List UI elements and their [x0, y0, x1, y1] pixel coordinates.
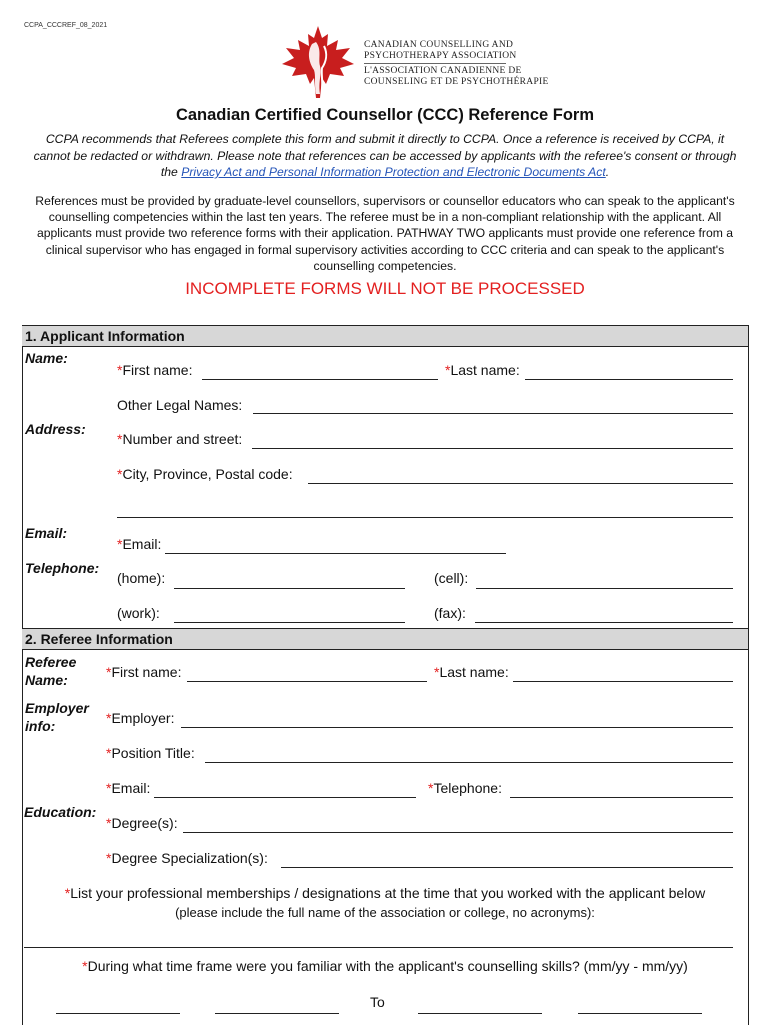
- timeframe-start-year-field[interactable]: [215, 1013, 339, 1014]
- intro-end: .: [605, 165, 610, 179]
- employer-info-label: Employer info:: [25, 700, 89, 734]
- required-marker: *: [106, 850, 112, 866]
- required-marker: *: [106, 745, 112, 761]
- memberships-prompt: *List your professional memberships / designations at the time that you worked with the applicant below: [64, 885, 706, 901]
- employer-field[interactable]: [181, 727, 733, 728]
- referee-first-name-field[interactable]: [187, 681, 427, 682]
- required-marker: *: [428, 780, 434, 796]
- required-marker: *: [106, 664, 112, 680]
- other-legal-names-field[interactable]: [253, 413, 733, 414]
- city-label: *City, Province, Postal code:: [117, 466, 293, 482]
- cell-phone-label: (cell):: [434, 570, 469, 586]
- section-applicant-heading: 1. Applicant Information: [22, 325, 748, 347]
- home-phone-field[interactable]: [174, 588, 405, 589]
- logo-line: PSYCHOTHERAPY ASSOCIATION: [364, 51, 517, 61]
- referee-email-field[interactable]: [154, 797, 416, 798]
- specialization-field[interactable]: [281, 867, 733, 868]
- required-marker: *: [117, 536, 123, 552]
- logo-line: CANADIAN COUNSELLING AND: [364, 40, 514, 50]
- home-phone-label: (home):: [117, 570, 166, 586]
- name-label: Name:: [25, 350, 68, 366]
- fax-field[interactable]: [475, 622, 733, 623]
- intro-paragraph: [30, 131, 740, 181]
- required-marker: *: [106, 780, 112, 796]
- referee-email-label: *Email:: [106, 780, 151, 796]
- memberships-note: (please include the full name of the association or college, no acronyms):: [175, 905, 595, 920]
- referee-last-name-field[interactable]: [513, 681, 733, 682]
- street-label: *Number and street:: [117, 431, 243, 447]
- maple-leaf-logo-icon: [276, 24, 360, 100]
- employer-label: *Employer:: [106, 710, 175, 726]
- logo-divider: [364, 63, 506, 64]
- incomplete-warning: INCOMPLETE FORMS WILL NOT BE PROCESSED: [185, 279, 585, 298]
- referee-first-name-label: *First name:: [106, 664, 182, 680]
- applicant-last-name-label: *Last name:: [445, 362, 520, 378]
- requirements-paragraph: References must be provided by graduate-level counsellors, supervisors or counsellor educators who can speak to the applicant's counselling competencies within the last ten years. The referee must be in a non-compliant relationship with the applicant. All applicants must provide two reference forms with their application. PATHWAY TWO applicants must provide one reference from a clinical supervisor who has engaged in formal supervisory activities according to CCC criteria and can speak to the applicant's counselling competencies.: [35, 194, 735, 273]
- logo-line: COUNSELING ET DE PSYCHOTHÉRAPIE: [364, 77, 549, 87]
- required-marker: *: [117, 362, 123, 378]
- city-field[interactable]: [308, 483, 733, 484]
- referee-last-name-label: *Last name:: [434, 664, 509, 680]
- education-label: Education:: [24, 804, 97, 820]
- intro-text: CCPA recommends that Referees complete this form and submit it directly to CCPA. Once a reference is received by CCPA, it cannot be redacted or withdrawn. Please note that references can be accessed by applicants with the referee's consent or through the: [33, 132, 737, 179]
- section-referee-heading: 2. Referee Information: [22, 628, 748, 650]
- required-marker: *: [82, 958, 88, 974]
- form-code: CCPA_CCCREF_08_2021: [24, 22, 108, 29]
- timeframe-end-month-field[interactable]: [418, 1013, 542, 1014]
- referee-telephone-label: *Telephone:: [428, 780, 502, 796]
- required-marker: *: [445, 362, 451, 378]
- required-marker: *: [117, 466, 123, 482]
- position-title-field[interactable]: [205, 762, 733, 763]
- other-legal-names-label: Other Legal Names:: [117, 397, 243, 413]
- applicant-email-label: *Email:: [117, 536, 162, 552]
- required-marker: *: [106, 815, 112, 831]
- required-marker: *: [64, 885, 71, 901]
- position-title-label: *Position Title:: [106, 745, 195, 761]
- logo-line: L'ASSOCIATION CANADIENNE DE: [364, 66, 522, 76]
- timeframe-start-month-field[interactable]: [56, 1013, 180, 1014]
- applicant-first-name-label: *First name:: [117, 362, 193, 378]
- timeframe-prompt: *During what time frame were you familiar with the applicant's counselling skills? (mm/yy - mm/yy): [82, 958, 688, 974]
- referee-label: Referee Name:: [25, 654, 77, 688]
- cell-phone-field[interactable]: [476, 588, 733, 589]
- required-marker: *: [434, 664, 440, 680]
- address-label: Address:: [25, 421, 86, 437]
- fax-label: (fax):: [434, 605, 466, 621]
- memberships-field[interactable]: [24, 947, 733, 948]
- required-marker: *: [117, 431, 123, 447]
- timeframe-end-year-field[interactable]: [578, 1013, 702, 1014]
- specialization-label: *Degree Specialization(s):: [106, 850, 268, 866]
- referee-telephone-field[interactable]: [510, 797, 733, 798]
- to-label: To: [370, 994, 385, 1010]
- degrees-field[interactable]: [183, 832, 733, 833]
- page-title: Canadian Certified Counsellor (CCC) Reference Form: [175, 106, 595, 124]
- street-field[interactable]: [252, 448, 733, 449]
- address-extra-field[interactable]: [117, 517, 733, 518]
- required-marker: *: [106, 710, 112, 726]
- work-phone-label: (work):: [117, 605, 160, 621]
- privacy-act-link[interactable]: Privacy Act and Personal Information Protection and Electronic Documents Act: [181, 165, 606, 179]
- applicant-email-field[interactable]: [165, 553, 506, 554]
- work-phone-field[interactable]: [174, 622, 405, 623]
- degrees-label: *Degree(s):: [106, 815, 178, 831]
- applicant-last-name-field[interactable]: [525, 379, 733, 380]
- applicant-first-name-field[interactable]: [202, 379, 438, 380]
- telephone-label: Telephone:: [25, 560, 100, 576]
- association-name-logo: [364, 40, 549, 88]
- email-label: Email:: [25, 525, 68, 541]
